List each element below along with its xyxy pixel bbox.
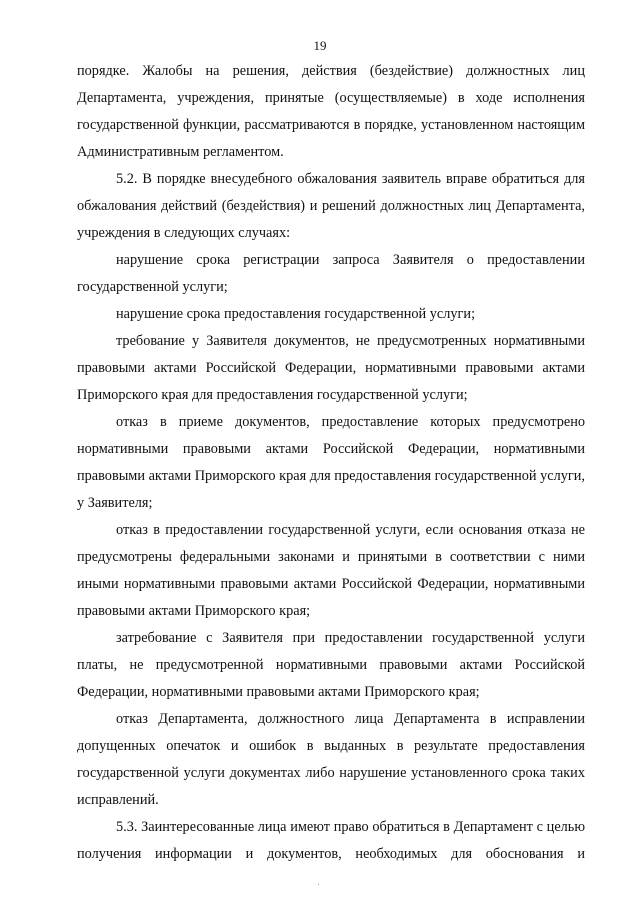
list-item-fee-demand: затребование с Заявителя при предоставлении государственной услуги платы, не предусмотренной нормативными правовыми актами Российской Федерации, нормативными правовыми актами Приморского края; [77, 630, 585, 700]
list-item-correction-refusal: отказ Департамента, должностного лица Департамента в исправлении допущенных опечаток и ошибок в выданных в результате предоставления государственной услуги документах либо нарушение установленного срока таких исправлений. [77, 711, 585, 808]
list-item-service-refusal: отказ в предоставлении государственной услуги, если основания отказа не предусмотрены федеральными законами и принятыми в соответствии с ними иными нормативными правовыми актами Российской Федерации, нормативными правовыми актами Приморского края; [77, 522, 585, 619]
paragraph-continuation: порядке. Жалобы на решения, действия (бездействие) должностных лиц Департамента, учреждения, принятые (осуществляемые) в ходе исполнения государственной функции, рассматриваются в порядке, установленном настоящим Административным регламентом. [77, 63, 585, 160]
list-item-service-term-violation: нарушение срока предоставления государственной услуги; [116, 306, 476, 322]
list-item-documents-requirement: требование у Заявителя документов, не предусмотренных нормативными правовыми актами Российской Федерации, нормативными правовыми актами Приморского края для предоставления государственной услуги; [77, 333, 585, 403]
document-body [77, 58, 585, 868]
paragraph-5-3: 5.3. Заинтересованные лица имеют право обратиться в Департамент с целью получения информации и документов, необходимых для обоснования и [77, 819, 585, 862]
paragraph-5-2: 5.2. В порядке внесудебного обжалования заявитель вправе обратиться для обжалования действий (бездействия) и решений должностных лиц Департамента, учреждения в следующих случаях: [77, 171, 585, 241]
page-number: 19 [313, 38, 327, 53]
scan-speck [318, 884, 319, 885]
list-item-document-refusal: отказ в приеме документов, предоставление которых предусмотрено нормативными правовыми актами Российской Федерации, нормативными правовыми актами Приморского края для предоставления государственной услуги, у Заявителя; [77, 414, 585, 511]
list-item-registration-violation: нарушение срока регистрации запроса Заявителя о предоставлении государственной услуги; [77, 252, 585, 295]
